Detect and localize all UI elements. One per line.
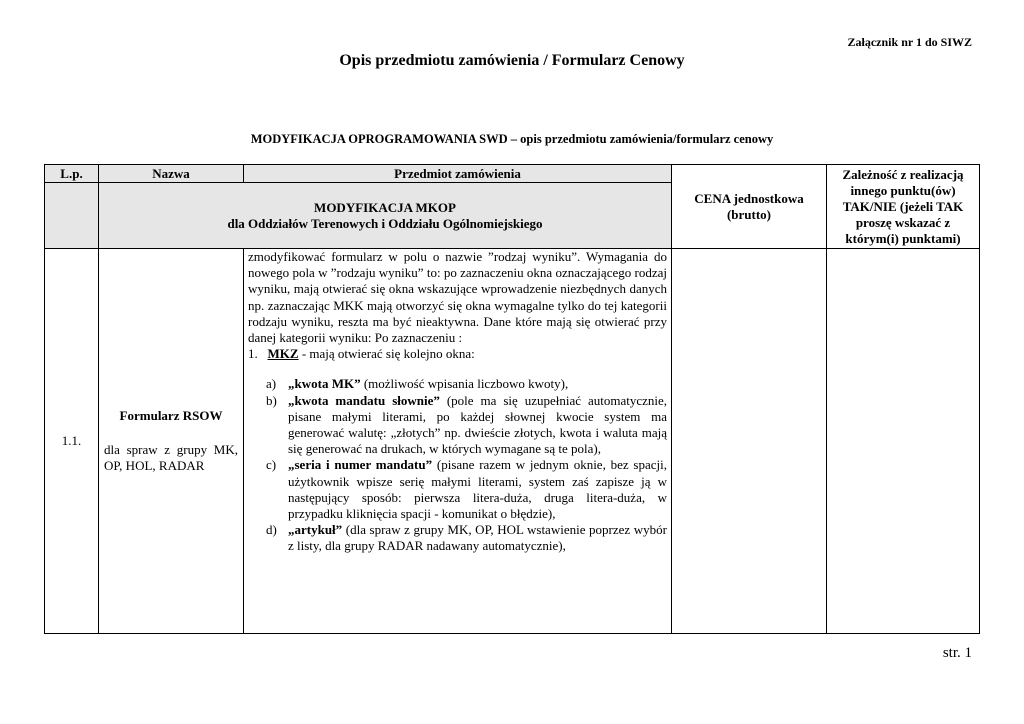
row-dependency[interactable]: [827, 249, 980, 634]
list-item: [248, 376, 667, 392]
list-marker: a): [266, 376, 277, 392]
row-intro: zmodyfikować formularz w polu o nazwie ”rodzaj wyniku”. Wymagania do nowego pola w ”rodzaju wyniku” to: po zaznaczeniu okna oznaczającego rodzaj wyniku, mają otwierać się okna wskazujące wprowadzenie niezbędnych danych np. zaznaczając MKK mają otworzyć się okna wymagalne tylko do tej kategorii rodzaju wyniku, reszta ma być nieaktywna. Dane które mają się otwierać przy danej kategorii wyniku: Po zaznaczeniu :: [248, 249, 667, 346]
list-keyword: „kwota MK”: [288, 376, 361, 392]
header-name: Nazwa: [99, 165, 244, 183]
row-lp-text: 1.1.: [61, 433, 82, 448]
numbered-item: [248, 346, 667, 362]
header-subject: Przedmiot zamówienia: [244, 165, 672, 183]
price-form-table: [44, 164, 980, 634]
list-item: [248, 457, 667, 522]
section-lp-blank: [45, 183, 99, 249]
header-price: CENA jednostkowa (brutto): [672, 165, 827, 249]
list-text: (dla spraw z grupy MK, OP, HOL wstawienie poprzez wybór z listy, dla grupy RADAR nadawany automatycznie),: [288, 522, 667, 554]
list-marker: d): [266, 522, 277, 538]
list-keyword: „artykuł”: [288, 522, 343, 538]
row-name-title: Formularz RSOW: [119, 408, 223, 423]
list-keyword: „seria i numer mandatu”: [288, 457, 433, 473]
header-row: [45, 165, 980, 183]
header-lp: L.p.: [45, 165, 99, 183]
section-heading: [99, 183, 672, 249]
list-item: [248, 522, 667, 554]
item-text: - mają otwierać się kolejno okna:: [298, 346, 475, 362]
page-number: str. 1: [942, 645, 972, 661]
section-subtitle: dla Oddziałów Terenowych i Oddziału Ogólnomiejskiego: [227, 215, 543, 231]
row-lp: [45, 249, 99, 634]
attachment-label: Załącznik nr 1 do SIWZ: [847, 35, 972, 49]
row-price[interactable]: [672, 249, 827, 634]
document-title: Opis przedmiotu zamówienia / Formularz Cenowy: [339, 52, 685, 69]
list-marker: c): [266, 457, 277, 473]
item-number: 1.: [248, 346, 258, 362]
table-row: [45, 249, 980, 634]
row-name: [99, 249, 244, 634]
row-description: [244, 249, 672, 634]
document-subtitle: MODYFIKACJA OPROGRAMOWANIA SWD – opis przedmiotu zamówienia/formularz cenowy: [250, 132, 774, 146]
item-keyword: MKZ: [267, 346, 299, 362]
section-title: MODYFIKACJA MKOP: [314, 199, 456, 215]
header-dependency: Zależność z realizacją innego punktu(ów) TAK/NIE (jeżeli TAK proszę wskazać z którym(i) punktami): [827, 165, 980, 249]
list-item: [248, 393, 667, 458]
list-marker: b): [266, 392, 277, 408]
sub-item-list: [248, 376, 667, 554]
list-text: (pole ma się uzupełniać automatycznie, pisane małymi literami, po każdej słownej kwocie system ma generować walutę: „złotych” np. dwieście złotych, kwota i waluta mają się generować na drukach, w których wymagane są te pola),: [288, 392, 668, 457]
list-text: (pisane razem w jednym oknie, bez spacji, użytkownik wpisze serię małymi literami, system zaś zapisze ją w następujący sposób: pierwsza litera-duża, druga litera-duża, w przypadku kliknięcia spacji - komunikat o błędzie),: [288, 457, 667, 522]
list-text: (możliwość wpisania liczbowo kwoty),: [360, 376, 569, 392]
row-name-desc: dla spraw z grupy MK, OP, HOL, RADAR: [104, 442, 238, 473]
list-keyword: „kwota mandatu słownie”: [288, 392, 440, 408]
